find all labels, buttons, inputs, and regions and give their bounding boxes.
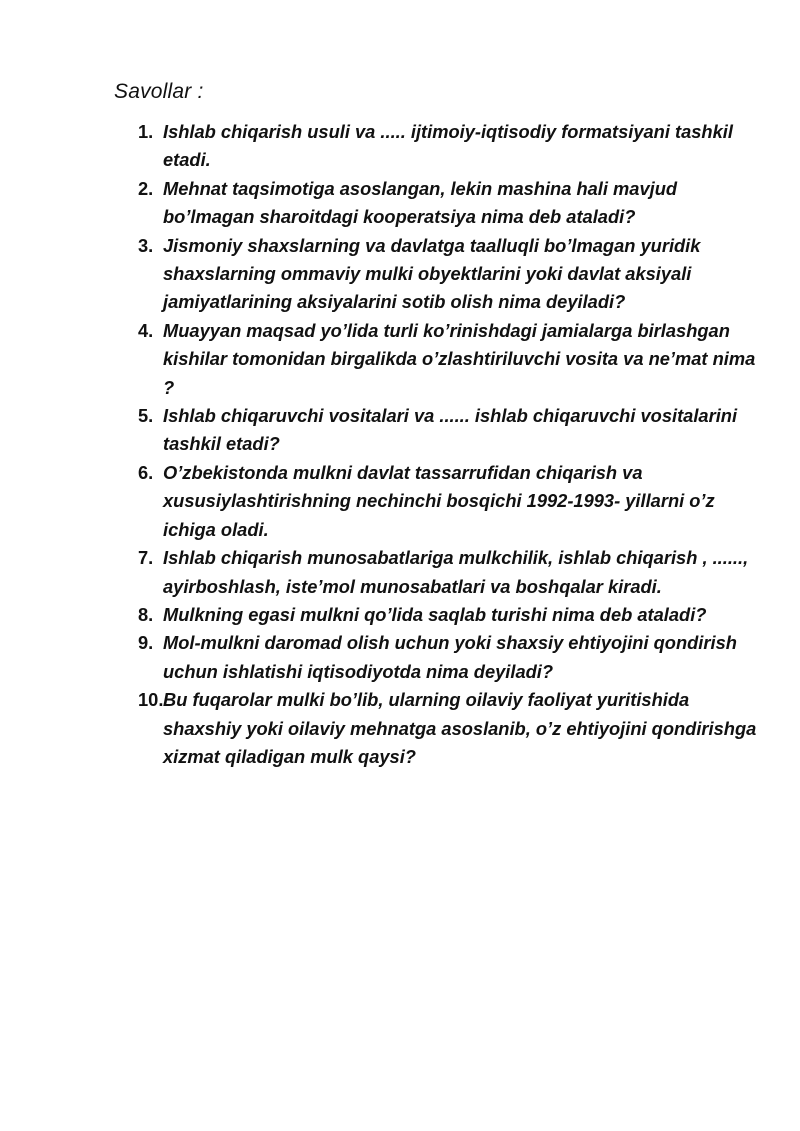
question-item: [138, 402, 758, 459]
question-number: 5.: [138, 405, 154, 427]
question-item: [138, 601, 758, 629]
question-text: Mol-mulkni daromad olish uchun yoki shaxsiy ehtiyojini qondirish uchun ishlatishi iqtisodiyotda nima deyiladi?: [163, 632, 737, 682]
question-text: Mulkning egasi mulkni qo’lida saqlab turishi nima deb ataladi?: [163, 603, 707, 625]
question-number: 8.: [138, 603, 154, 625]
question-item: [138, 544, 758, 601]
question-text: Ishlab chiqarish munosabatlariga mulkchilik, ishlab chiqarish , ......, ayirboshlash, iste’mol munosabatlari va boshqalar kiradi.: [163, 547, 749, 597]
question-item: [138, 232, 758, 317]
question-text: Ishlab chiqarish usuli va ..... ijtimoiy-iqtisodiy formatsiyani tashkil etadi.: [163, 121, 733, 171]
question-item: [138, 629, 758, 686]
question-text: Jismoniy shaxslarning va davlatga taalluqli bo’lmagan yuridik shaxslarning ommaviy mulki obyektlarini yoki davlat aksiyali jamiyatlarining aksiyalarini sotib olish nima deyiladi?: [163, 234, 701, 313]
question-number: 1.: [138, 121, 154, 142]
question-text: Bu fuqarolar mulki bo’lib, ularning oilaviy faoliyat yuritishida shaxshiy yoki oilaviy mehnatga asoslanib, o’z ehtiyojini qondirishga xizmat qiladigan mulk qaysi?: [163, 689, 757, 767]
question-list: [138, 118, 758, 771]
question-item: [138, 317, 758, 402]
question-number: 4.: [138, 319, 154, 341]
question-item: [138, 118, 758, 175]
question-number: 9.: [138, 632, 154, 654]
question-text: O’zbekistonda mulkni davlat tassarrufidan chiqarish va xususiylashtirishning nechinchi bosqichi 1992-1993- yillarni o’z ichiga oladi.: [163, 461, 715, 540]
question-number: 6.: [138, 461, 154, 483]
question-number: 3.: [138, 234, 154, 256]
question-number: 2.: [138, 177, 154, 199]
question-text: Muayyan maqsad yo’lida turli ko’rinishdagi jamialarga birlashgan kishilar tomonidan birgalikda o’zlashtiriluvchi vosita va ne’mat nima ?: [163, 319, 756, 398]
question-text: Ishlab chiqaruvchi vositalari va ...... ishlab chiqaruvchi vositalarini tashkil etadi?: [163, 405, 738, 455]
question-item: [138, 686, 758, 771]
question-item: [138, 175, 758, 232]
question-number: 7.: [138, 547, 154, 569]
question-text: Mehnat taqsimotiga asoslangan, lekin mashina hali mavjud bo’lmagan sharoitdagi kooperatsiya nima deb ataladi?: [163, 177, 678, 228]
question-number: 10.: [138, 689, 164, 711]
question-item: [138, 459, 758, 544]
page-heading: Savollar :: [114, 80, 204, 103]
